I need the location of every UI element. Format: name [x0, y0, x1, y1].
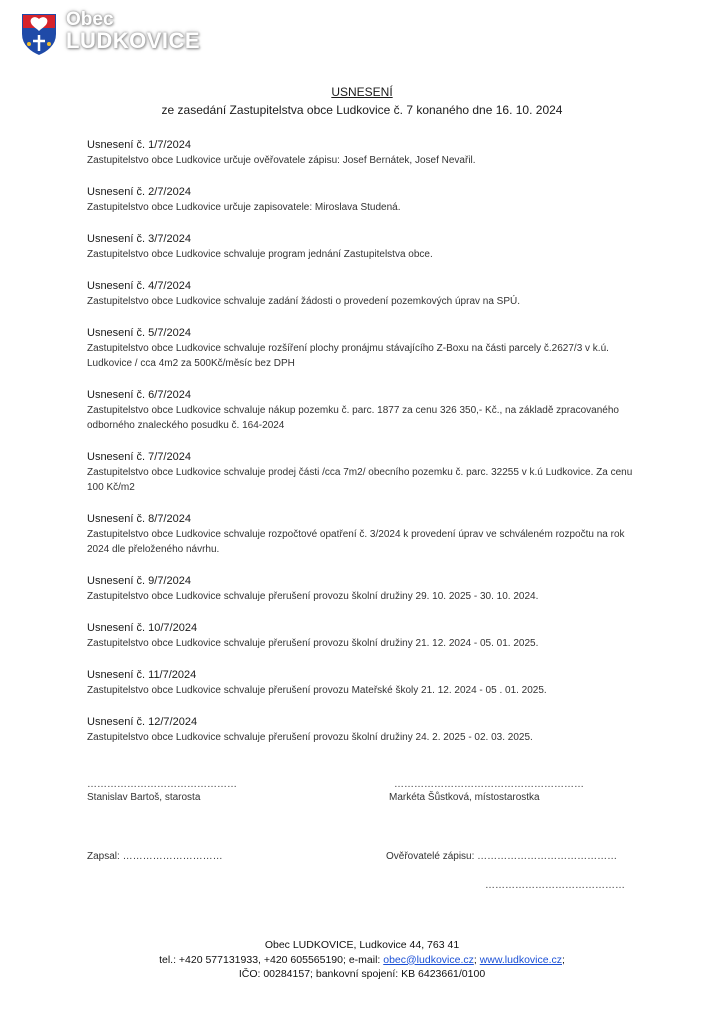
footer-address: Obec LUDKOVICE, Ludkovice 44, 763 41 [264, 939, 460, 951]
resolution-text: Zastupitelstvo obce Ludkovice schvaluje přerušení provozu školní družiny 24. 2. 2025 - 02. 03. 2025. [87, 732, 533, 743]
footer-contacts-line [0, 953, 724, 968]
logo-line1: Obec [66, 9, 114, 30]
resolution-text: Zastupitelstvo obce Ludkovice schvaluje rozpočtové opatření č. 3/2024 k provedení úprav ve schváleném rozpočtu na rok 2024 dle přeloženého návrhu. [87, 529, 625, 555]
resolution-title: Usnesení č. 3/7/2024 [87, 233, 191, 245]
verifiers-signature: Ověřovatelé zápisu: …………………………………… [386, 851, 618, 862]
resolution-text: Zastupitelstvo obce Ludkovice schvaluje přerušení provozu školní družiny 29. 10. 2025 - 30. 10. 2024. [87, 591, 539, 602]
resolution-item [87, 138, 647, 168]
website-link[interactable]: www.ludkovice.cz [479, 953, 562, 966]
resolution-item [87, 621, 647, 651]
second-verifier-line: …………………………………… [485, 880, 625, 891]
resolution-item [87, 512, 647, 557]
document-title: USNESENÍ [331, 85, 393, 99]
document-subtitle: ze zasedání Zastupitelstva obce Ludkovice č. 7 konaného dne 16. 10. 2024 [161, 103, 563, 117]
footer-suffix: ; [562, 953, 565, 966]
resolution-item [87, 326, 647, 371]
resolution-text: Zastupitelstvo obce Ludkovice určuje zapisovatele: Miroslava Studená. [87, 202, 401, 213]
resolution-text: Zastupitelstvo obce Ludkovice schvaluje nákup pozemku č. parc. 1877 za cenu 326 350,- Kč., na základě zpracovaného odborného znaleckého posudku č. 164-2024 [87, 405, 619, 431]
resolution-title: Usnesení č. 6/7/2024 [87, 389, 191, 401]
footer-contact [0, 938, 724, 982]
resolution-item [87, 279, 647, 309]
resolution-item [87, 574, 647, 604]
resolution-item [87, 232, 647, 262]
resolution-text: Zastupitelstvo obce Ludkovice schvaluje program jednání Zastupitelstva obce. [87, 249, 433, 260]
footer-bank-info: IČO: 00284157; bankovní spojení: KB 6423661/0100 [238, 968, 486, 980]
resolution-title: Usnesení č. 4/7/2024 [87, 280, 191, 292]
mayor-signature-line: ……………………………………… [87, 779, 237, 790]
deputy-signature-line: ………………………………………………… [394, 779, 584, 790]
resolution-title: Usnesení č. 7/7/2024 [87, 451, 191, 463]
resolution-item [87, 668, 647, 698]
resolution-title: Usnesení č. 2/7/2024 [87, 186, 191, 198]
resolution-title: Usnesení č. 1/7/2024 [87, 139, 191, 151]
resolution-title: Usnesení č. 5/7/2024 [87, 327, 191, 339]
mayor-name: Stanislav Bartoš, starosta [87, 792, 201, 803]
resolution-title: Usnesení č. 11/7/2024 [87, 669, 197, 681]
footer-separator: ; [473, 953, 480, 966]
logo-line2: LUDKOVICE [66, 28, 201, 53]
deputy-name: Markéta Šůstková, místostarostka [389, 792, 540, 803]
logo-wordmark [66, 10, 200, 52]
resolution-item [87, 185, 647, 215]
resolution-text: Zastupitelstvo obce Ludkovice schvaluje prodej části /cca 7m2/ obecního pozemku č. parc. 32255 v k.ú Ludkovice. Za cenu 100 Kč/m2 [87, 467, 633, 493]
footer-phone: tel.: +420 577131933, +420 605565190; e-mail: [159, 953, 384, 966]
resolution-text: Zastupitelstvo obce Ludkovice schvaluje rozšíření plochy pronájmu stávajícího Z-Boxu na části parcely č.2627/3 v k.ú. Ludkovice / cca 4m2 za 500Kč/měsíc bez DPH [87, 343, 609, 369]
resolution-text: Zastupitelstvo obce Ludkovice schvaluje přerušení provozu školní družiny 21. 12. 2024 - 05. 01. 2025. [87, 638, 539, 649]
resolution-title: Usnesení č. 10/7/2024 [87, 622, 198, 634]
recorder-signature: Zapsal: ………………………… [87, 851, 223, 862]
resolution-title: Usnesení č. 9/7/2024 [87, 575, 191, 587]
email-link[interactable]: obec@ludkovice.cz [383, 953, 474, 966]
resolution-item [87, 388, 647, 433]
resolution-text: Zastupitelstvo obce Ludkovice určuje ověřovatele zápisu: Josef Bernátek, Josef Nevařil. [87, 155, 476, 166]
resolution-item [87, 450, 647, 495]
resolution-text: Zastupitelstvo obce Ludkovice schvaluje zadání žádosti o provedení pozemkových úprav na SPÚ. [87, 296, 521, 307]
resolution-title: Usnesení č. 8/7/2024 [87, 513, 191, 525]
resolution-title: Usnesení č. 12/7/2024 [87, 716, 198, 728]
resolution-list [87, 138, 647, 762]
municipality-logo [14, 8, 201, 64]
resolution-item [87, 715, 647, 745]
resolution-text: Zastupitelstvo obce Ludkovice schvaluje přerušení provozu Mateřské školy 21. 12. 2024 - 05 . 01. 2025. [87, 685, 547, 696]
coat-of-arms-icon [18, 10, 60, 58]
